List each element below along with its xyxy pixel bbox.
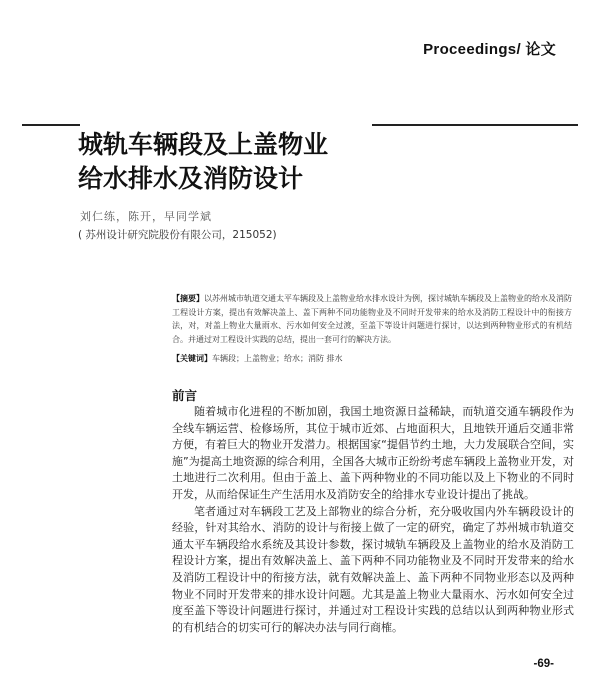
body-paragraph-1: 随着城市化进程的不断加剧，我国土地资源日益稀缺，而轨道交通车辆段作为全线车辆运营、检修场所，其位于城市近郊、占地面积大，且地铁开通后交通非常方便，有着巨大的物业开发潜力。根据国家“提倡节约土地，大力发展联合空间，实施”为提高土地资源的综合利用，全国各大城市正纷纷考虑车辆段上盖物业开发，对土地进行二次利用。但由于盖上、盖下两种物业的不同功能以及上下物业的不同时开发，从而给保证生产生活用水及消防安全的给排水专业设计提出了挑战。	[172, 405, 574, 501]
abstract-tag: 【摘要】	[172, 294, 204, 303]
author-list: 刘仁练，陈开，早同学斌	[80, 210, 212, 223]
article-title-line-1: 城轨车辆段及上盖物业	[78, 130, 329, 159]
keywords-tag: 【关键词】	[172, 354, 212, 363]
abstract-text: 以苏州城市轨道交通太平车辆段及上盖物业给水排水设计为例，探讨城轨车辆段及上盖物业的给水及消防工程设计方案，提出有效解决盖上、盖下两种不同功能物业及不同时开发带来的给水及消防工程设计中的衔接方法，对，对盖上物业大量雨水、污水如何安全过渡，至盖下等设计问题进行探讨，以达到两种物业形式的有机结合。并通过对工程设计实践的总结，提出一套可行的解决方法。	[172, 294, 572, 344]
author-affiliation: ( 苏州设计研究院股份有限公司，215052)	[78, 229, 277, 241]
section-label: Proceedings/ 论文	[423, 41, 556, 58]
keywords	[172, 352, 572, 365]
keywords-text: 车辆段；上盖物业；给水；消防 排水	[212, 354, 343, 363]
body-paragraph-2: 笔者通过对车辆段工艺及上部物业的综合分析，充分吸收国内外车辆段设计的经验，针对其给水、消防的设计与衔接上做了一定的研究，确定了苏州城市轨道交通太平车辆段给水系统及其设计参数，探讨城轨车辆段及上盖物业的给水及消防工程设计方案，提出有效解决盖上、盖下两种不同功能物业及不同时开发带来的给水及消防工程设计中的衔接方法，就有效解决盖上、盖下两种不同物业形态以及两种物业不同时开发带来的排水设计问题。尤其是盖上物业大量雨水、污水如何安全过度至盖下等设计问题进行探讨，并通过对工程设计实践的总结以认到两种物业形式的有机结合的切实可行的解决办法与同行商榷。	[172, 504, 574, 634]
title-rule-right	[372, 124, 578, 126]
article-title-line-2: 给水排水及消防设计	[78, 164, 304, 193]
page-number: -69-	[533, 658, 554, 670]
section-heading-preface: 前言	[172, 388, 198, 403]
abstract	[172, 292, 572, 346]
body-text	[172, 404, 574, 636]
article-title	[78, 128, 328, 196]
title-rule-left	[22, 124, 80, 126]
